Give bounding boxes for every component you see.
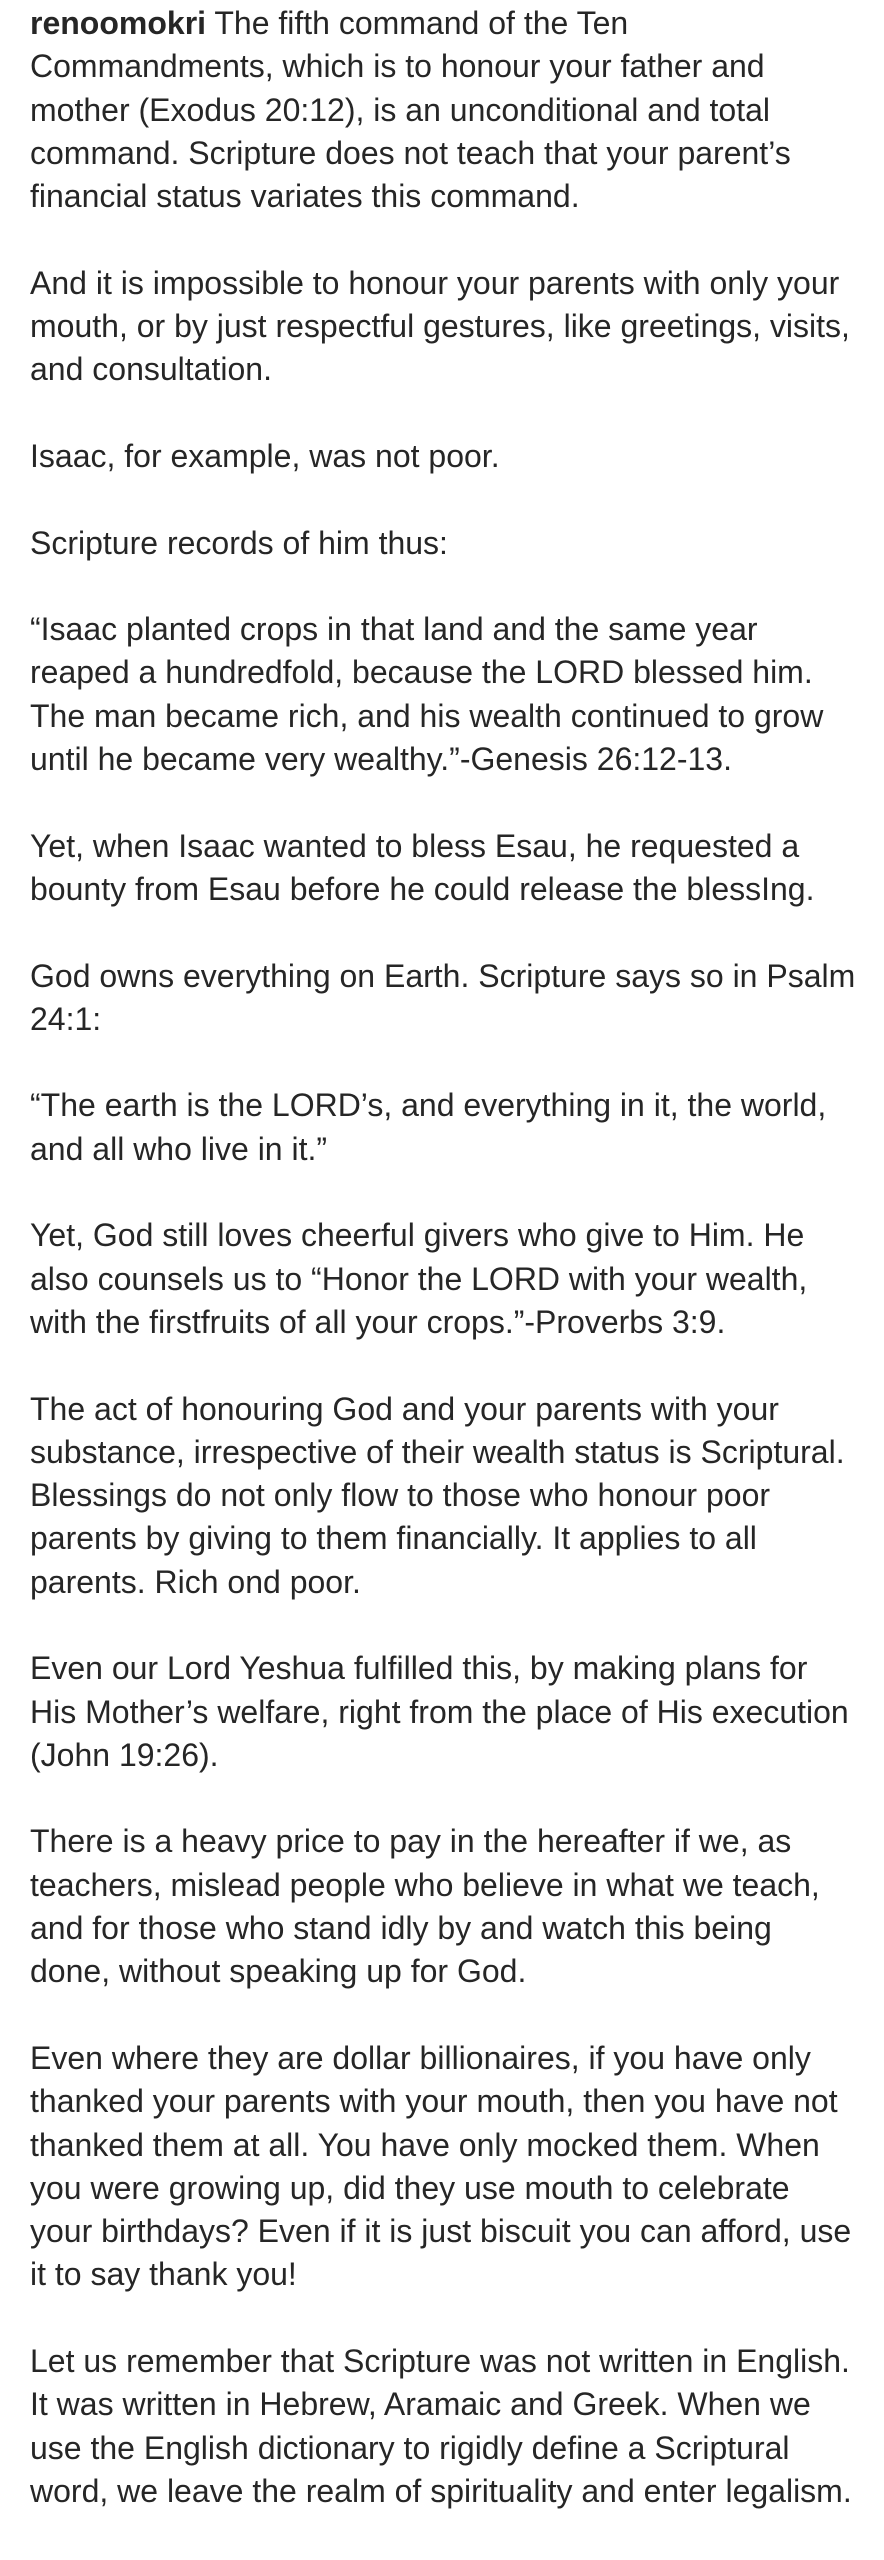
caption-paragraph: Yet, God still loves cheerful givers who give to Him. He also counsels us to “Honor the LORD with your wealth, with the firstfruits of all your crops.”-Proverbs 3:9. xyxy=(30,1217,808,1340)
caption-paragraph: There is a heavy price to pay in the hereafter if we, as teachers, mislead people who believe in what we teach, and for those who stand idly by and watch this being done, without speaking up for God. xyxy=(30,1823,820,1990)
post-caption xyxy=(30,2,858,2513)
caption-paragraph: Yet, when Isaac wanted to bless Esau, he requested a bounty from Esau before he could release the blessIng. xyxy=(30,827,815,907)
caption-paragraph: And it is impossible to honour your parents with only your mouth, or by just respectful gestures, like greetings, visits, and consultation. xyxy=(30,264,850,388)
username-link[interactable]: renoomokri xyxy=(30,5,207,41)
caption-paragraph: God owns everything on Earth. Scripture says so in Psalm 24:1: xyxy=(30,957,856,1037)
caption-paragraph: The act of honouring God and your parents with your substance, irrespective of their wealth status is Scriptural. Blessings do not only flow to those who honour poor parents by giving to them financially. It applies to all parents. Rich ond poor. xyxy=(30,1390,845,1600)
caption-paragraph xyxy=(30,2,858,218)
caption-paragraph: Even where they are dollar billionaires, if you have only thanked your parents with your mouth, then you have not thanked them at all. You have only mocked them. When you were growing up, did they use mouth to celebrate your birthdays? Even if it is just biscuit you can afford, use it to say thank you! xyxy=(30,2039,852,2293)
caption-paragraph: Let us remember that Scripture was not written in English. It was written in Hebrew, Aramaic and Greek. When we use the English dictionary to rigidly define a Scriptural word, we leave the realm of spirituality and enter legalism. xyxy=(30,2343,852,2509)
caption-paragraph: Scripture records of him thus: xyxy=(30,524,448,561)
caption-paragraph: “Isaac planted crops in that land and the same year reaped a hundredfold, because the LORD blessed him. The man became rich, and his wealth continued to grow until he became very wealthy.”-Genesis 26:12-13. xyxy=(30,611,824,778)
caption-paragraph: “The earth is the LORD’s, and everything in it, the world, and all who live in it.” xyxy=(30,1087,827,1167)
caption-paragraph: Even our Lord Yeshua fulfilled this, by making plans for His Mother’s welfare, right from the place of His execution (John 19:26). xyxy=(30,1650,849,1773)
caption-paragraph: Isaac, for example, was not poor. xyxy=(30,437,500,474)
caption-text: The fifth command of the Ten Commandments, which is to honour your father and mother (Exodus 20:12), is an unconditional and total command. Scripture does not teach that your parent’s financial status variates this command. xyxy=(30,5,791,215)
